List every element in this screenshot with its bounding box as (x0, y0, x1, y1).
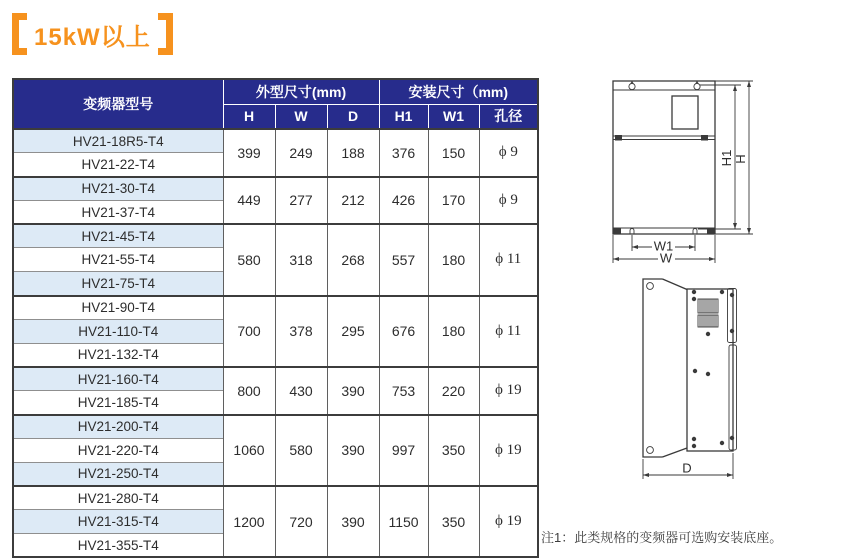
model-cell: HV21-315-T4 (13, 510, 223, 534)
dim-d-cell: 212 (327, 177, 379, 225)
dim-w-cell: 580 (275, 415, 327, 486)
note-text: 注1：此类规格的变频器可选购安装底座。 (541, 530, 783, 545)
col-header-mount-dims: 安装尺寸（mm) (379, 79, 538, 104)
dim-h1-cell: 997 (379, 415, 428, 486)
dim-h1-cell: 676 (379, 296, 428, 367)
bracket-right-icon (158, 13, 173, 55)
front-view-diagram (580, 70, 765, 270)
model-cell: HV21-45-T4 (13, 224, 223, 248)
dim-h-cell: 1060 (223, 415, 275, 486)
hole-dia-cell: ϕ 19 (479, 486, 538, 557)
model-cell: HV21-355-T4 (13, 534, 223, 558)
dim-label-d: D (682, 460, 692, 476)
dim-d-cell: 295 (327, 296, 379, 367)
table-row (13, 224, 538, 248)
dim-w1-cell: 220 (428, 367, 479, 415)
dim-w1-cell: 150 (428, 129, 479, 177)
table-row (13, 296, 538, 320)
side-view-diagram (625, 274, 745, 486)
model-cell: HV21-55-T4 (13, 248, 223, 272)
table-row (13, 415, 538, 439)
hole-dia-cell: ϕ 19 (479, 415, 538, 486)
dim-w1-cell: 180 (428, 224, 479, 295)
dim-h1-cell: 557 (379, 224, 428, 295)
col-header-model: 变频器型号 (13, 79, 223, 129)
col-header-w1: W1 (428, 104, 479, 129)
table-row (13, 486, 538, 510)
dim-h-cell: 800 (223, 367, 275, 415)
model-cell: HV21-200-T4 (13, 415, 223, 439)
dim-label-w1: W1 (653, 238, 674, 254)
model-cell: HV21-220-T4 (13, 438, 223, 462)
dim-w-cell: 720 (275, 486, 327, 557)
col-header-outer-dims: 外型尺寸(mm) (223, 79, 379, 104)
section-badge (12, 13, 173, 55)
vent-grille-icon (698, 299, 718, 327)
dim-d-cell: 390 (327, 486, 379, 557)
dim-label-h1: H1 (719, 149, 734, 167)
model-cell: HV21-132-T4 (13, 343, 223, 367)
dim-w-cell: 249 (275, 129, 327, 177)
model-cell: HV21-30-T4 (13, 177, 223, 201)
dim-w1-cell: 350 (428, 415, 479, 486)
model-cell: HV21-75-T4 (13, 272, 223, 296)
model-cell: HV21-250-T4 (13, 462, 223, 486)
col-header-h1: H1 (379, 104, 428, 129)
dim-d-cell: 188 (327, 129, 379, 177)
mounting-hole-icon (629, 82, 700, 90)
model-cell: HV21-22-T4 (13, 153, 223, 177)
col-header-h: H (223, 104, 275, 129)
dim-d-cell: 390 (327, 415, 379, 486)
table-row (13, 129, 538, 153)
dim-h1-cell: 426 (379, 177, 428, 225)
hole-dia-cell: ϕ 11 (479, 296, 538, 367)
flange-hole-icon (647, 447, 654, 454)
hole-dia-cell: ϕ 11 (479, 224, 538, 295)
hole-dia-cell: ϕ 9 (479, 129, 538, 177)
model-cell: HV21-185-T4 (13, 391, 223, 415)
dim-h-cell: 399 (223, 129, 275, 177)
dim-h1-cell: 1150 (379, 486, 428, 557)
model-cell: HV21-90-T4 (13, 296, 223, 320)
hole-dia-cell: ϕ 19 (479, 367, 538, 415)
dim-d-cell: 268 (327, 224, 379, 295)
dim-h-cell: 1200 (223, 486, 275, 557)
dim-w-cell: 430 (275, 367, 327, 415)
dim-w-cell: 318 (275, 224, 327, 295)
section-title: 15kW以上 (34, 23, 151, 51)
dim-label-w: W (659, 250, 673, 266)
dim-d-cell: 390 (327, 367, 379, 415)
dim-w1-cell: 350 (428, 486, 479, 557)
bracket-left-icon (12, 13, 27, 55)
model-cell: HV21-18R5-T4 (13, 129, 223, 153)
dim-h-cell: 700 (223, 296, 275, 367)
dim-h1-cell: 376 (379, 129, 428, 177)
spec-table-container (12, 78, 539, 558)
dim-w-cell: 378 (275, 296, 327, 367)
dim-h1-cell: 753 (379, 367, 428, 415)
dim-h-cell: 449 (223, 177, 275, 225)
dim-w-cell: 277 (275, 177, 327, 225)
model-cell: HV21-110-T4 (13, 319, 223, 343)
model-cell: HV21-37-T4 (13, 200, 223, 224)
model-cell: HV21-280-T4 (13, 486, 223, 510)
table-row (13, 367, 538, 391)
col-header-d: D (327, 104, 379, 129)
flange-hole-icon (647, 283, 654, 290)
spec-table (12, 78, 539, 558)
col-header-w: W (275, 104, 327, 129)
model-cell: HV21-160-T4 (13, 367, 223, 391)
hole-dia-cell: ϕ 9 (479, 177, 538, 225)
col-header-hole: 孔径 (479, 104, 538, 129)
dim-w1-cell: 180 (428, 296, 479, 367)
dim-h-cell: 580 (223, 224, 275, 295)
dim-w1-cell: 170 (428, 177, 479, 225)
dim-label-h: H (733, 154, 748, 164)
keypad-display (672, 96, 698, 129)
table-row (13, 177, 538, 201)
